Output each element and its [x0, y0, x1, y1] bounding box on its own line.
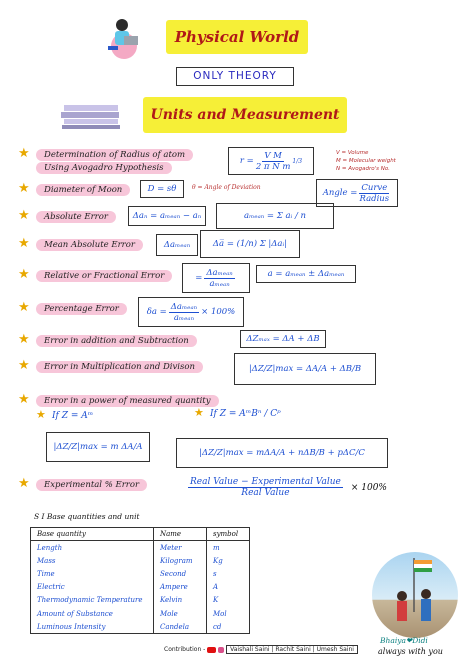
table-cell: s — [207, 567, 250, 580]
radius-fraction — [256, 151, 291, 172]
table-cell: Second — [154, 567, 207, 580]
star-icon: ★ — [18, 476, 30, 491]
star-icon: ★ — [18, 267, 30, 282]
stack-of-books-icon — [60, 104, 122, 130]
topic-multiplication-division-label: Error in Multiplication and Divison — [36, 361, 203, 373]
table-cell: Mol — [207, 607, 250, 620]
power-case-1: If Z = Aᵐ — [52, 411, 94, 421]
radius-den: 2 π N m — [255, 161, 291, 172]
instagram-icon — [218, 647, 224, 653]
multiplication-division-formula — [234, 353, 376, 385]
author-photo — [372, 552, 458, 638]
star-icon: ★ — [18, 208, 30, 223]
moon-note: θ = Angle of Deviation — [192, 184, 261, 191]
mean-value-formula: aₘₑₐₙ = Σ aᵢ / n — [216, 203, 334, 229]
topic-experimental-error-label: Experimental % Error — [36, 479, 147, 491]
table-row — [31, 581, 250, 594]
table-cell: Electric — [31, 581, 154, 594]
si-units-table — [30, 527, 250, 634]
radius-formula — [228, 147, 314, 175]
percentage-error-num: Δaₘₑₐₙ — [170, 301, 198, 312]
flag-icon — [372, 552, 458, 638]
chapter-title: Units and Measurement — [143, 97, 347, 133]
power-result-2: |ΔZ/Z|max = mΔA/A + nΔB/B + pΔC/C — [176, 438, 388, 468]
legend-molecular-weight: M = Molecular weight — [336, 158, 396, 164]
table-cell: Kg — [207, 554, 250, 567]
table-header-cell: Name — [154, 528, 207, 541]
footer — [164, 646, 358, 653]
badge-line-2: always with you — [378, 647, 443, 656]
topic-absolute-error-label: Absolute Error — [36, 211, 116, 223]
topic-radius-label: Determination of Radius of atom — [36, 149, 193, 161]
table-row — [31, 607, 250, 620]
footer-names: Vaishali Saini | Rachit Saini | Umesh Saini — [226, 645, 358, 654]
moon-formula: D = sθ — [140, 180, 184, 198]
table-cell: Kilogram — [154, 554, 207, 567]
si-table-title: S I Base quantities and unit — [34, 512, 140, 521]
star-icon: ★ — [18, 181, 30, 196]
radius-num: V M — [264, 150, 282, 161]
relative-error-den: aₘₑₐₙ — [209, 278, 230, 289]
table-cell: Length — [31, 541, 154, 555]
footer-label: Contribution - — [164, 646, 206, 653]
topic-percentage-error-label: Percentage Error — [36, 303, 127, 315]
table-row — [31, 594, 250, 607]
star-icon: ★ — [18, 236, 30, 251]
star-icon: ★ — [18, 300, 30, 315]
table-cell: Luminous Intensity — [31, 620, 154, 634]
mean-absolute-error-formula: Δa̅ = (1/n) Σ |Δaᵢ| — [200, 230, 300, 258]
table-cell: cd — [207, 620, 250, 634]
power-case-2: If Z = AᵐBⁿ / Cᵖ — [210, 409, 281, 419]
table-cell: Ampere — [154, 581, 207, 594]
radius-exp: 1/3 — [292, 157, 303, 165]
table-row — [31, 554, 250, 567]
star-icon: ★ — [36, 408, 46, 421]
radius-lhs: r = — [239, 156, 254, 166]
table-cell: K — [207, 594, 250, 607]
legend-avogadro: N = Avogadro's No. — [336, 166, 390, 172]
relative-error-fraction — [204, 268, 234, 289]
power-result-1: |ΔZ/Z|max = m ΔA/A — [46, 432, 150, 462]
person-with-laptop-icon — [100, 16, 148, 60]
table-cell: Time — [31, 567, 154, 580]
legend-volume: V = Volume — [336, 150, 369, 156]
table-cell: Meter — [154, 541, 207, 555]
table-cell: Candela — [154, 620, 207, 634]
percentage-error-den: aₘₑₐₙ — [173, 312, 195, 323]
topic-radius-label-2: Using Avogadro Hypothesis — [36, 162, 172, 174]
star-icon: ★ — [18, 392, 30, 407]
table-cell: Amount of Substance — [31, 607, 154, 620]
topic-power-label: Error in a power of measured quantity — [36, 395, 219, 407]
table-row — [31, 567, 250, 580]
angle-den: Radius — [359, 193, 390, 204]
youtube-icon — [207, 647, 216, 653]
page-title: Physical World — [166, 20, 308, 54]
student-illustration — [100, 16, 148, 60]
topic-addition-subtraction-label: Error in addition and Subtraction — [36, 335, 197, 347]
topic-mean-absolute-error-label: Mean Absolute Error — [36, 239, 143, 251]
experimental-error-den: Real Value — [241, 488, 290, 498]
table-cell: Mass — [31, 554, 154, 567]
books-illustration — [60, 104, 122, 130]
table-row — [31, 541, 250, 555]
experimental-error-fraction — [188, 477, 343, 498]
absolute-error-formula: Δaₙ = aₘₑₐₙ − aₙ — [128, 206, 206, 226]
table-cell: m — [207, 541, 250, 555]
angle-num: Curve — [361, 182, 388, 193]
experimental-error-formula — [186, 477, 387, 498]
table-header-cell: symbol — [207, 528, 250, 541]
angle-fraction — [359, 183, 389, 204]
experimental-error-tail: × 100% — [350, 482, 387, 493]
topic-moon-label: Diameter of Moon — [36, 184, 130, 196]
table-cell: Mole — [154, 607, 207, 620]
addition-subtraction-formula: ΔZₘₐₓ = ΔA + ΔB — [240, 330, 326, 348]
relative-error-formula — [182, 263, 250, 293]
star-icon: ★ — [18, 358, 30, 373]
table-cell: A — [207, 581, 250, 594]
star-icon: ★ — [18, 146, 30, 161]
star-icon: ★ — [194, 406, 204, 419]
angle-lhs: Angle = — [322, 188, 358, 198]
badge-line-1: Bhaiya❤Didi — [380, 636, 428, 645]
percentage-error-lhs: δa = — [146, 307, 167, 317]
relative-error-num: Δaₘₑₐₙ — [206, 267, 233, 278]
multiplication-division-rhs: ΔA/A + ΔB/B — [305, 364, 362, 374]
table-header-cell: Base quantity — [31, 528, 154, 541]
table-row — [31, 620, 250, 634]
table-cell: Kelvin — [154, 594, 207, 607]
topic-relative-error-label: Relative or Fractional Error — [36, 270, 172, 282]
percentage-error-tail: × 100% — [201, 307, 236, 317]
multiplication-division-lhs: |ΔZ/Z|max = — [248, 364, 304, 374]
percentage-error-fraction — [169, 302, 199, 323]
star-icon: ★ — [18, 332, 30, 347]
mean-absolute-error-symbol: Δaₘₑₐₙ — [156, 234, 198, 256]
percentage-error-formula — [138, 297, 244, 327]
experimental-error-num: Real Value − Experimental Value — [190, 477, 341, 487]
table-header-row — [31, 528, 250, 541]
variable-legend — [336, 149, 396, 173]
relative-error-eq: = — [195, 273, 203, 283]
measured-value-formula: a = aₘₑₐₙ ± Δaₘₑₐₙ — [256, 265, 356, 283]
subtitle-badge: ONLY THEORY — [176, 67, 294, 86]
table-cell: Thermodynamic Temperature — [31, 594, 154, 607]
